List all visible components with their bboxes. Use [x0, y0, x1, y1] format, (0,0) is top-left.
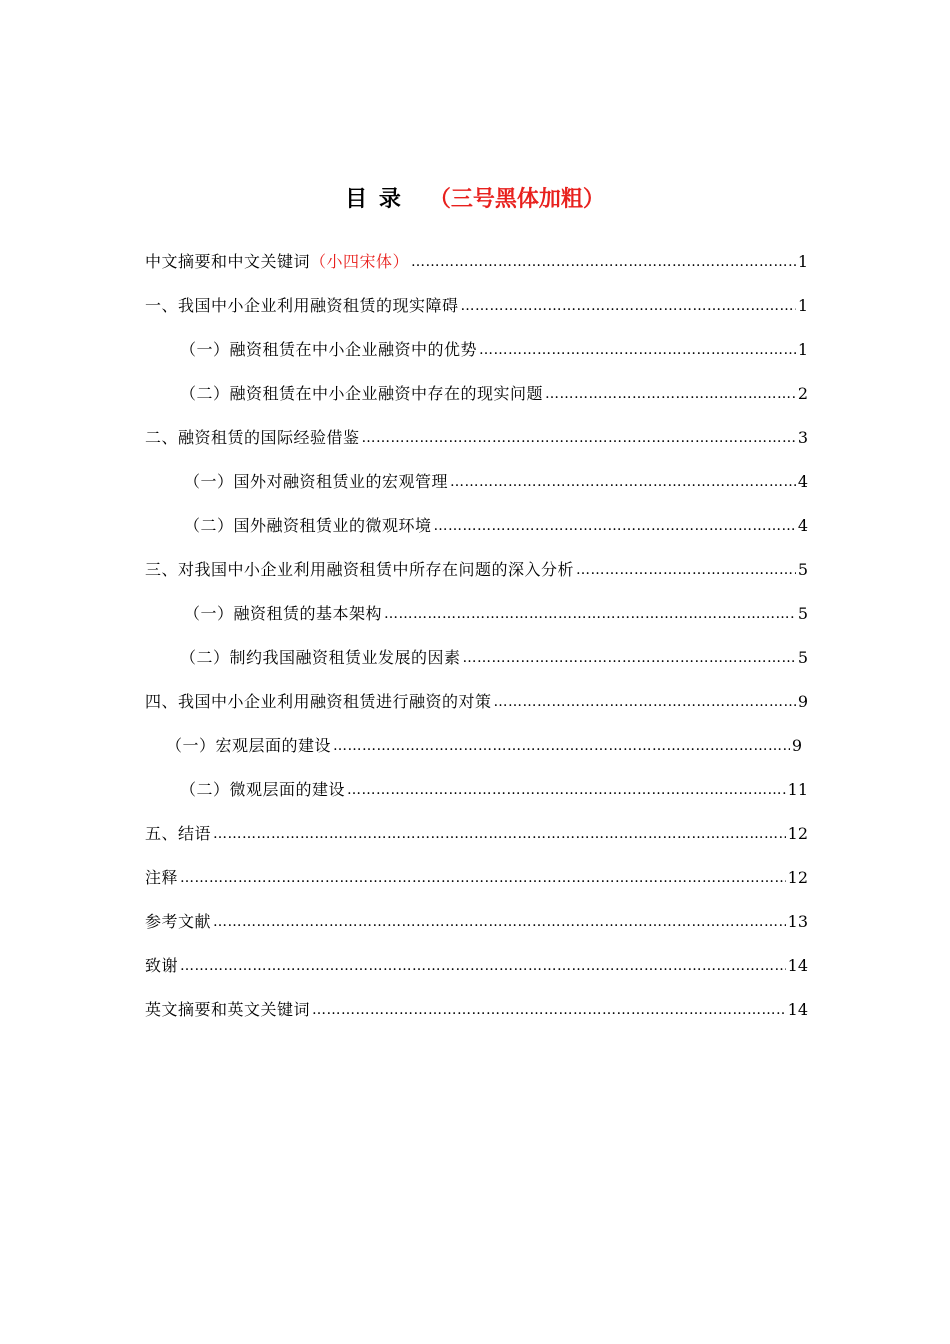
toc-entry-page: 5 [797, 560, 808, 579]
toc-entry-page: 14 [787, 956, 808, 975]
toc-leader-dots [461, 292, 796, 320]
toc-entry-label: 四、我国中小企业利用融资租赁进行融资的对策 [145, 692, 492, 711]
toc-entry[interactable] [180, 336, 808, 364]
toc-leader-dots [479, 336, 796, 364]
toc-leader-dots [463, 644, 796, 672]
toc-entry[interactable] [145, 292, 808, 320]
toc-entry-label: 三、对我国中小企业利用融资租赁中所存在问题的深入分析 [145, 560, 575, 579]
toc-entry-page: 5 [797, 604, 808, 623]
toc-entry-page: 9 [791, 736, 802, 755]
toc-leader-dots [576, 556, 796, 584]
toc-entry-label: 一、我国中小企业利用融资租赁的现实障碍 [145, 296, 459, 315]
toc-entry-label: （二）国外融资租赁业的微观环境 [184, 516, 432, 535]
toc-entry[interactable] [145, 424, 808, 452]
toc-entry[interactable] [145, 248, 808, 276]
toc-entry-page: 1 [797, 252, 808, 271]
toc-entry-page: 4 [797, 472, 808, 491]
toc-entry-page: 13 [787, 912, 808, 931]
toc-entry-page: 1 [797, 296, 808, 315]
toc-entry-page: 11 [787, 780, 808, 799]
toc-entry[interactable] [184, 600, 808, 628]
toc-leader-dots [450, 468, 796, 496]
toc-leader-dots [213, 908, 786, 936]
toc-entry-label: （二）融资租赁在中小企业融资中存在的现实问题 [180, 384, 544, 403]
toc-title-format-note: （三号黑体加粗） [428, 187, 605, 212]
toc-entry[interactable] [145, 908, 808, 936]
toc-entry-label: （二）微观层面的建设 [180, 780, 346, 799]
toc-entry-label: （一）宏观层面的建设 [166, 736, 332, 755]
toc-entry[interactable] [145, 556, 808, 584]
toc-leader-dots [333, 732, 790, 760]
toc-entry-format-hint: （小四宋体） [310, 252, 410, 271]
toc-entry[interactable] [180, 380, 808, 408]
toc-entry-page: 14 [787, 1000, 808, 1019]
toc-entry-page: 4 [797, 516, 808, 535]
toc-leader-dots [384, 600, 796, 628]
toc-entry-label: 英文摘要和英文关键词 [145, 1000, 311, 1019]
toc-entry-label: 参考文献 [145, 912, 212, 931]
toc-entry-label: 二、融资租赁的国际经验借鉴 [145, 428, 360, 447]
toc-entry[interactable] [180, 644, 808, 672]
toc-entry-label: （一）国外对融资租赁业的宏观管理 [184, 472, 449, 491]
toc-entry[interactable] [184, 512, 808, 540]
toc-entry-label: 注释 [145, 868, 179, 887]
toc-entry[interactable] [180, 776, 808, 804]
toc-entry-page: 9 [797, 692, 808, 711]
toc-leader-dots [434, 512, 796, 540]
toc-entry-label: 致谢 [145, 956, 179, 975]
toc-leader-dots [213, 820, 786, 848]
toc-entry-page: 12 [787, 868, 808, 887]
toc-entry[interactable] [145, 820, 808, 848]
toc-title-main: 目 录 [345, 187, 403, 212]
toc-entry[interactable] [145, 996, 808, 1024]
toc-entry-label: （一）融资租赁的基本架构 [184, 604, 383, 623]
toc-entry-page: 2 [797, 384, 808, 403]
toc-entry[interactable] [145, 688, 808, 716]
toc-leader-dots [347, 776, 786, 804]
toc-entry-label: 中文摘要和中文关键词（小四宋体） [145, 252, 410, 271]
toc-leader-dots [312, 996, 786, 1024]
toc-entry-page: 3 [797, 428, 808, 447]
toc-entry-page: 1 [797, 340, 808, 359]
toc-entry-label: （二）制约我国融资租赁业发展的因素 [180, 648, 461, 667]
toc-leader-dots [545, 380, 796, 408]
toc-title [0, 182, 950, 218]
toc-leader-dots [180, 952, 786, 980]
toc-entry[interactable] [184, 468, 808, 496]
toc-entry-page: 5 [797, 648, 808, 667]
toc-entry[interactable] [145, 864, 808, 892]
toc-entry[interactable] [145, 952, 808, 980]
toc-entry-label: 五、结语 [145, 824, 212, 843]
toc-entry-label: （一）融资租赁在中小企业融资中的优势 [180, 340, 478, 359]
toc-leader-dots [411, 248, 796, 276]
toc-entry[interactable] [166, 732, 802, 760]
toc-entry-page: 12 [787, 824, 808, 843]
toc-leader-dots [362, 424, 796, 452]
toc-leader-dots [180, 864, 786, 892]
toc-leader-dots [494, 688, 796, 716]
